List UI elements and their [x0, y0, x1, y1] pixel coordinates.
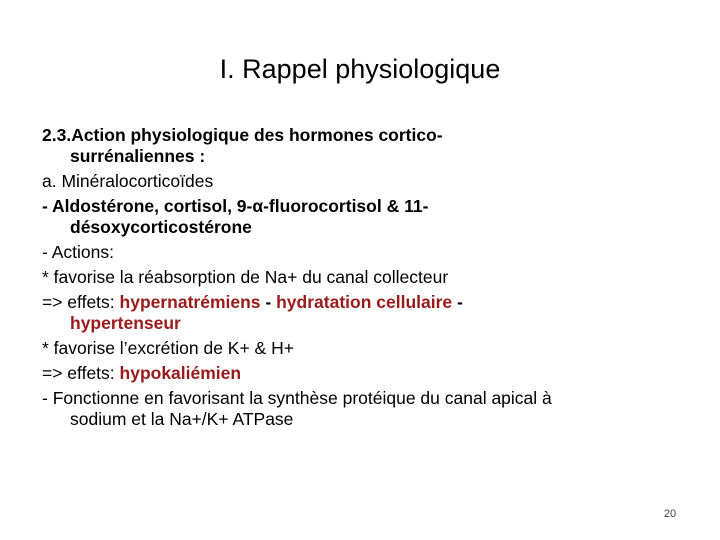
subheading: a. Minéralocorticoïdes	[42, 171, 214, 191]
actions-label: - Actions:	[42, 242, 114, 262]
slide-body	[42, 125, 692, 430]
effect-hypertenseur: hypertenseur	[70, 313, 181, 333]
mechanism-line-2: sodium et la Na+/K+ ATPase	[70, 409, 294, 429]
effects-1-separator-1: -	[260, 292, 277, 312]
action-2: * favorise l’excrétion de K+ & H+	[42, 338, 294, 358]
effects-1-separator-2: -	[452, 292, 463, 312]
effects-2	[42, 363, 692, 384]
effects-2-prefix: => effets:	[42, 363, 120, 383]
effects-1-prefix: => effets:	[42, 292, 120, 312]
mechanism-line-1: - Fonctionne en favorisant la synthèse protéique du canal apical à	[42, 388, 552, 408]
heading-line-2: surrénaliennes :	[70, 146, 206, 166]
effect-hydratation-cellulaire: hydratation cellulaire	[276, 292, 453, 312]
effect-hypernatremiens: hypernatrémiens	[119, 292, 261, 312]
page-number: 20	[663, 508, 677, 520]
hormones-line-1: - Aldostérone, cortisol, 9-α-fluorocortisol & 11-	[42, 196, 429, 216]
slide-title: I. Rappel physiologique	[219, 54, 501, 84]
effect-hypokaliemien: hypokaliémien	[119, 363, 242, 383]
heading-line-1: 2.3.Action physiologique des hormones cortico-	[42, 125, 443, 145]
hormones-line-2: désoxycorticostérone	[70, 217, 252, 237]
effects-1	[42, 292, 692, 313]
action-1: * favorise la réabsorption de Na+ du canal collecteur	[42, 267, 449, 287]
